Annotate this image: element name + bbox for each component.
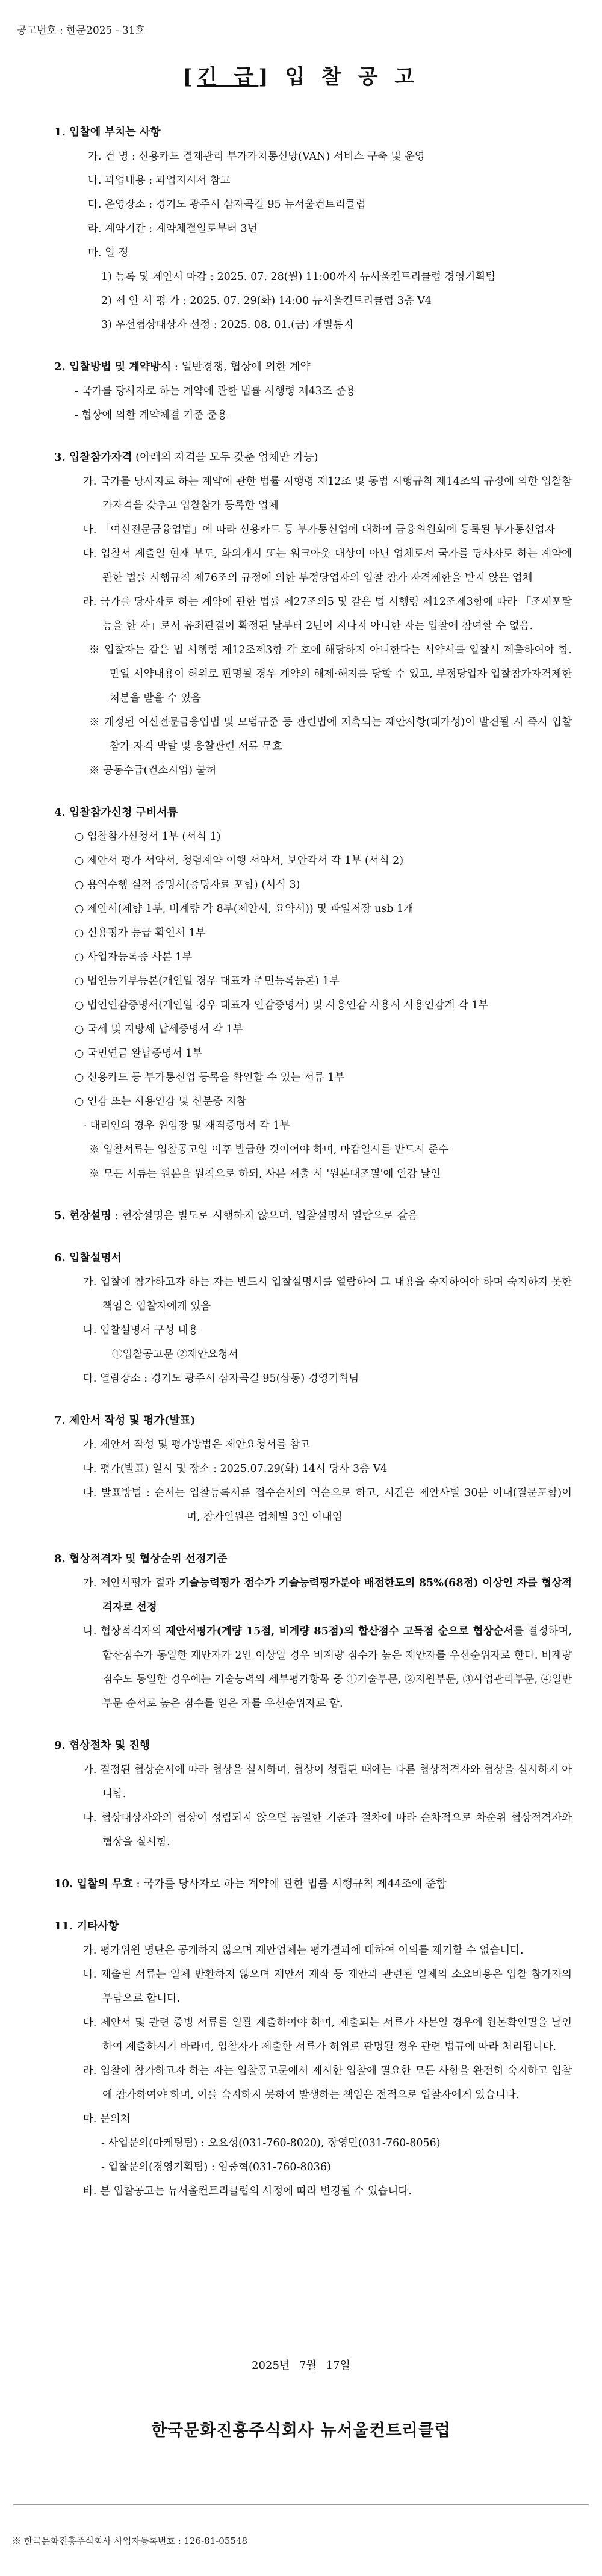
contact-item: - 사업문의(마케팅팀) : 오요성(031-760-8020), 장영민(031-760-8056): [101, 2137, 441, 2149]
list-item: 가. 입찰에 참가하고자 하는 자는 반드시 입찰설명서를 열람하여 그 내용을 숙지하여야 하며 숙지하지 못한 책임은 입찰자에게 있음: [83, 1276, 572, 1312]
list-item: ○ 인감 또는 사용인감 및 신분증 지참: [75, 1096, 247, 1108]
page-title: [0, 60, 602, 90]
note-item: ※ 개정된 여신전문금융업법 및 모범규준 등 관련법에 저촉되는 제안사항(대가성)이 발견될 시 즉시 입찰참가 자격 박탈 및 응찰관련 서류 무효: [89, 716, 572, 753]
list-item: ○ 제안서(제향 1부, 비계량 각 8부(제안서, 요약서)) 및 파일저장 usb 1개: [75, 903, 414, 915]
section-bid-invalidity: [54, 1872, 572, 1896]
schedule-item: 1) 등록 및 제안서 마감 : 2025. 07. 28(월) 11:00까지 뉴서울컨트리클럽 경영기획팀: [101, 271, 496, 283]
section-site-briefing: [54, 1204, 572, 1228]
notice-body: [54, 120, 572, 2203]
list-item: 다. 제안서 및 관련 증빙 서류를 일괄 제출하여야 하며, 제출되는 서류가 사본일 경우에 원본확인필을 날인하여 제출하시기 바라며, 입찰자가 제출한 서류가 허위로 판명될 경우 관련 법규에 따라 처리됩니다.: [83, 2017, 572, 2053]
note-item: ※ 입찰자는 같은 법 시행령 제12조제3항 각 호에 해당하지 아니한다는 서약서를 입찰시 제출하여야 함. 만일 서약내용이 허위로 판명될 경우 계약의 해제·해지를 당할 수 있고, 부정당업자 입찰참가자격제한처분을 받을 수 있음: [89, 644, 572, 704]
footer-divider: [13, 2504, 589, 2505]
contact-item: - 입찰문의(경영기획팀) : 임중혁(031-760-8036): [101, 2161, 331, 2173]
item-emphasis: 제안서평가(계량 15점, 비계량 85점)의 합산점수 고득점 순으로 협상순서: [166, 1625, 514, 1637]
section-heading: 9. 협상절차 및 진행: [54, 1739, 150, 1752]
schedule-item: 3) 우선협상대상자 선정 : 2025. 08. 01.(금) 개별통지: [101, 319, 353, 331]
section-negotiation-criteria: [54, 1547, 572, 1716]
list-item: ○ 법인등기부등본(개인일 경우 대표자 주민등록등본) 1부: [75, 975, 340, 987]
list-item: ○ 입찰참가신청서 1부 (서식 1): [75, 831, 221, 843]
note-item: ※ 공동수급(컨소시엄) 불허: [89, 765, 217, 777]
list-item: ○ 제안서 평가 서약서, 청렴계약 이행 서약서, 보안각서 각 1부 (서식 2): [75, 855, 404, 867]
item-text: 가. 제안서평가 결과: [83, 1577, 179, 1589]
list-item: [66, 1619, 572, 1716]
title-bracket-close: ]: [258, 65, 273, 89]
notice-date: 2025년 7월 17일: [252, 2359, 350, 2372]
section-heading-label: 5. 현장설명: [54, 1209, 111, 1222]
list-item: ○ 사업자등록증 사본 1부: [75, 951, 193, 963]
list-item: - 국가를 당사자로 하는 계약에 관한 법률 시행령 제43조 준용: [75, 385, 356, 397]
list-item: 라. 입찰에 참가하고자 하는 자는 입찰공고문에서 제시한 입찰에 필요한 모든 사항을 완전히 숙지하고 입찰에 참가하여야 하며, 이를 숙지하지 못하여 발생하는 책임은 전적으로 입찰자에게 있습니다.: [83, 2065, 572, 2101]
list-item: 바. 본 입찰공고는 뉴서울컨트리클럽의 사정에 따라 변경될 수 있습니다.: [83, 2185, 412, 2197]
section-heading: [54, 445, 572, 470]
organization-name: 한국문화진흥주식회사 뉴서울컨트리클럽: [151, 2421, 451, 2440]
title-text: 입 찰 공 고: [285, 65, 420, 89]
section-bid-method: [54, 355, 572, 427]
list-item: 마. 일 정: [88, 247, 129, 259]
section-heading-detail: (아래의 자격을 모두 갖춘 업체만 가능): [132, 451, 318, 464]
list-item: 나. 평가(발표) 일시 및 장소 : 2025.07.29(화) 14시 당사 3층 V4: [83, 1463, 388, 1475]
list-item: 가. 건 명 : 신용카드 결제관리 부가가치통신망(VAN) 서비스 구축 및 운영: [88, 151, 425, 163]
section-proposal-evaluation: [54, 1409, 572, 1529]
section-heading-detail: : 일반경쟁, 협상에 의한 계약: [171, 361, 311, 373]
item-emphasis: 기술능력평가 점수가 기술능력평가분야 배점한도의 85%(68점) 이상인 자를 협상적격자로 선정: [102, 1577, 572, 1613]
section-bid-items: [54, 120, 572, 337]
item-text: 나. 협상적격자의: [83, 1625, 166, 1637]
sub-item: ①입찰공고문 ②제안요청서: [112, 1349, 238, 1361]
section-heading-detail: : 국가를 당사자로 하는 계약에 관한 법률 시행규칙 제44조에 준함: [132, 1878, 447, 1890]
list-item: 가. 제안서 작성 및 평가방법은 제안요청서를 참고: [83, 1439, 311, 1451]
list-item: - 협상에 의한 계약체결 기준 준용: [75, 409, 228, 421]
list-item: 라. 국가를 당사자로 하는 계약에 관한 법률 제27조의5 및 같은 법 시행령 제12조제3항에 따라 「조세포탈 등을 한 자」로서 유죄판결이 확정된 날부터 2년이 지나지 아니한 자는 입찰에 참여할 수 없음.: [83, 596, 572, 632]
list-item: ○ 신용평가 등급 확인서 1부: [75, 927, 206, 939]
note-item: ※ 입찰서류는 입찰공고일 이후 발급한 것이어야 하며, 마감일시를 반드시 준수: [89, 1144, 449, 1156]
section-heading-label: 10. 입찰의 무효: [54, 1878, 133, 1890]
section-heading-detail: : 현장설명은 별도로 시행하지 않으며, 입찰설명서 열람으로 갈음: [111, 1209, 418, 1222]
section-heading: 7. 제안서 작성 및 평가(발표): [54, 1414, 196, 1427]
list-item: 마. 문의처: [83, 2113, 131, 2125]
list-item: 나. 과업내용 : 과업지시서 참고: [88, 175, 231, 187]
list-item: 라. 계약기간 : 계약체결일로부터 3년: [88, 223, 258, 235]
section-heading: 8. 협상적격자 및 협상순위 선정기준: [54, 1553, 228, 1565]
list-item: 다. 발표방법 : 순서는 입찰등록서류 접수순서의 역순으로 하고, 시간은 제안사별 30분 이내(질문포함)이며, 참가인원은 업체별 3인 이내임: [83, 1487, 572, 1523]
business-registration-number: ※ 한국문화진흥주식회사 사업자등록번호 : 126-81-05548: [12, 2536, 248, 2547]
section-other-matters: [54, 1914, 572, 2203]
list-item: [66, 1571, 572, 1619]
section-bid-description: [54, 1246, 572, 1391]
section-heading: [54, 355, 572, 379]
section-heading: 4. 입찰참가신청 구비서류: [54, 806, 178, 819]
section-heading: 1. 입찰에 부치는 사항: [54, 126, 161, 138]
section-heading: [54, 1872, 572, 1896]
title-bracket-open: [: [182, 65, 197, 89]
notice-number: 공고번호 : 한문2025 - 31호: [17, 25, 145, 37]
schedule-item: 2) 제 안 서 평 가 : 2025. 07. 29(화) 14:00 뉴서울컨트리클럽 3층 V4: [101, 295, 432, 307]
list-item: 나. 「여신전문금융업법」에 따라 신용카드 등 부가통신업에 대하여 금융위원회에 등록된 부가통신업자: [83, 524, 555, 536]
title-urgent: 긴 급: [197, 65, 259, 89]
note-item: ※ 모든 서류는 원본을 원칙으로 하되, 사본 제출 시 '원본대조필'에 인감 날인: [89, 1168, 441, 1180]
list-item: 나. 입찰설명서 구성 내용: [83, 1324, 199, 1336]
section-required-documents: [54, 801, 572, 1186]
section-heading: 6. 입찰설명서: [54, 1252, 122, 1264]
list-item: 나. 협상대상자와의 협상이 성립되지 않으면 동일한 기준과 절차에 따라 순차적으로 차순위 협상적격자와 협상을 실시함.: [83, 1812, 572, 1848]
item-text: 를 결정하며, 합산점수가 동일한 제안자가 2인 이상일 경우 비계량 점수가 높은 제안자를 우선순위자로 한다. 비계량 점수도 동일한 경우에는 기술능력의 세부평가항목 중 ①기술부문, ②지원부문, ③사업관리부문, ④일반부문 순서로 높은 점수를 얻은 자를 우선순위자로 함.: [102, 1625, 572, 1710]
section-heading: 11. 기타사항: [54, 1920, 119, 1932]
list-item: ○ 국민연금 완납증명서 1부: [75, 1047, 203, 1060]
list-item: 다. 운영장소 : 경기도 광주시 삼자곡길 95 뉴서울컨트리클럽: [88, 199, 366, 211]
list-item: ○ 법인인감증명서(개인일 경우 대표자 인감증명서) 및 사용인감 사용시 사용인감계 각 1부: [75, 999, 489, 1011]
section-heading: [54, 1204, 572, 1228]
list-item: 가. 평가위원 명단은 공개하지 않으며 제안업체는 평가결과에 대하여 이의를 제기할 수 없습니다.: [83, 1944, 524, 1957]
list-item: ○ 용역수행 실적 증명서(증명자료 포함) (서식 3): [75, 879, 300, 891]
list-item: 다. 열람장소 : 경기도 광주시 삼자곡길 95(삼동) 경영기획팀: [83, 1373, 359, 1385]
list-item: 가. 결정된 협상순서에 따라 협상을 실시하며, 협상이 성립된 때에는 다른 협상적격자와 협상을 실시하지 아니함.: [83, 1764, 572, 1800]
list-item: 가. 국가를 당사자로 하는 계약에 관한 법률 시행령 제12조 및 동법 시행규칙 제14조의 규정에 의한 입찰참가자격을 갖추고 입찰참가 등록한 업체: [83, 476, 572, 512]
section-heading-label: 3. 입찰참가자격: [54, 451, 132, 464]
list-item: ○ 신용카드 등 부가통신업 등록을 확인할 수 있는 서류 1부: [75, 1072, 345, 1084]
list-item: 나. 제출된 서류는 일체 반환하지 않으며 제안서 제작 등 제안과 관련된 일체의 소요비용은 입찰 참가자의 부담으로 합니다.: [83, 1969, 572, 2005]
section-eligibility: [54, 445, 572, 783]
sub-item: - 대리인의 경우 위임장 및 재직증명서 각 1부: [83, 1120, 290, 1132]
list-item: 다. 입찰서 제출일 현재 부도, 화의개시 또는 워크아웃 대상이 아닌 업체로서 국가를 당사자로 하는 계약에 관한 법률 시행규칙 제76조의 규정에 의한 부정당업자의 입찰 참가 자격제한을 받지 않은 업체: [83, 548, 572, 584]
list-item: ○ 국세 및 지방세 납세증명서 각 1부: [75, 1023, 243, 1035]
section-negotiation-procedure: [54, 1734, 572, 1854]
section-heading-label: 2. 입찰방법 및 계약방식: [54, 361, 172, 373]
